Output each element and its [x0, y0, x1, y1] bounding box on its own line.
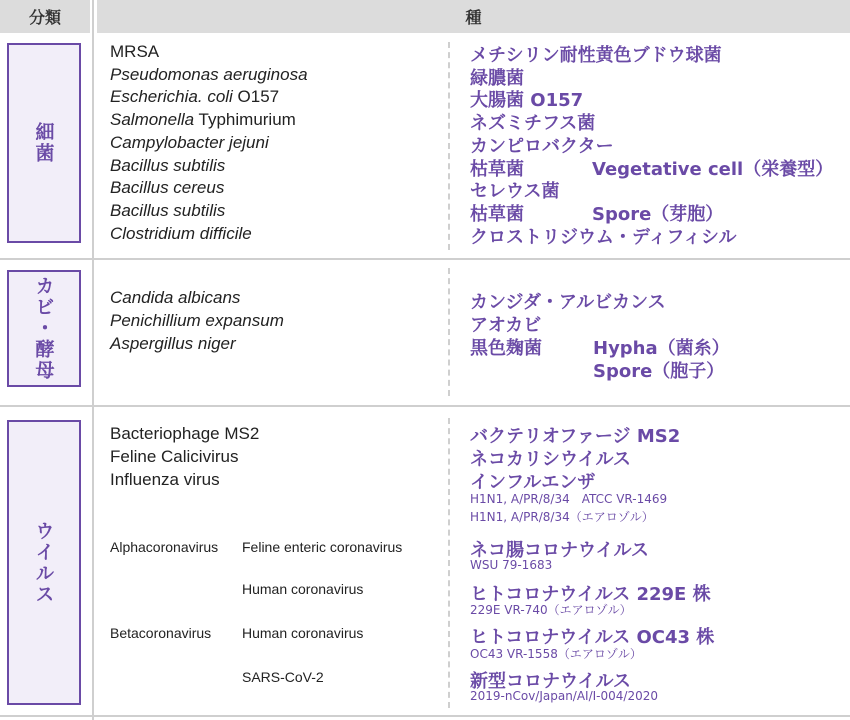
virus-latin: Bacteriophage MS2	[110, 424, 260, 443]
species-header: 種	[97, 0, 850, 33]
fungi-latin: Candida albicans	[110, 288, 241, 307]
alpha-species: Human coronavirus	[242, 581, 364, 597]
bacteria-japanese-name: ネズミチフス菌	[470, 113, 596, 135]
category-fungi-yeast: カビ・酵母	[7, 270, 81, 387]
alpha-strain: 229E VR-740（エアロゾル）	[470, 603, 632, 617]
beta-jp: 新型コロナウイルス	[470, 671, 631, 692]
fungi-spore: Spore（胞子）	[593, 361, 725, 382]
alpha-genus: Alphacoronavirus	[110, 539, 219, 555]
beta-strain: 2019-nCov/Japan/AI/I-004/2020	[470, 689, 658, 703]
flu-strain: H1N1, A/PR/8/34 ATCC VR-1469	[470, 492, 668, 506]
beta-species: SARS-CoV-2	[242, 669, 324, 685]
beta-strain: OC43 VR-1558（エアロゾル）	[470, 647, 642, 661]
dashed-separator	[448, 418, 450, 708]
column-divider	[92, 0, 94, 720]
bacteria-japanese-name: 緑膿菌	[470, 67, 524, 89]
bacteria-japanese-name: メチシリン耐性黄色ブドウ球菌	[470, 45, 722, 66]
fungi-jp: 黒色麹菌	[470, 338, 542, 359]
category-header: 分類	[0, 0, 90, 33]
bacteria-latin-name: MRSA	[110, 42, 160, 61]
bacteria-form-note: Vegetative cell（栄養型）	[592, 158, 834, 180]
category-bacteria: 細菌	[7, 43, 81, 243]
bacteria-latin-name: Bacillus cereus	[110, 178, 225, 198]
fungi-latin: Aspergillus niger	[110, 334, 236, 353]
section-divider	[0, 405, 850, 407]
virus-latin: Influenza virus	[110, 470, 220, 489]
virus-jp: インフルエンザ	[470, 472, 596, 493]
alpha-strain: WSU 79-1683	[470, 558, 553, 572]
bacteria-latin-name: Campylobacter jejuni	[110, 132, 269, 152]
alpha-species: Feline enteric coronavirus	[242, 539, 403, 555]
fungi-jp: カンジダ・アルビカンス	[470, 292, 666, 313]
bacteria-japanese-name: クロストリジウム・ディフィシル	[470, 226, 737, 248]
virus-jp: ネコカリシウイルス	[470, 449, 631, 470]
bacteria-japanese-name: カンピロバクター	[470, 135, 614, 157]
dashed-separator	[448, 268, 450, 396]
bacteria-japanese-name: 枯草菌	[470, 158, 524, 180]
bacteria-form-note: Spore（芽胞）	[592, 203, 724, 225]
bacteria-latin-name: Bacillus subtilis	[110, 155, 226, 175]
beta-genus: Betacoronavirus	[110, 625, 212, 641]
alpha-jp: ネコ腸コロナウイルス	[470, 540, 649, 561]
beta-jp: ヒトコロナウイルス OC43 株	[470, 627, 715, 648]
bacteria-japanese-name: 大腸菌 O157	[470, 90, 584, 112]
virus-latin: Feline Calicivirus	[110, 447, 239, 466]
bacteria-japanese-name: 枯草菌	[470, 203, 524, 225]
bacteria-latin-name: Pseudomonas aeruginosa	[110, 64, 308, 84]
section-divider	[0, 258, 850, 260]
dashed-separator	[448, 42, 450, 250]
alpha-jp: ヒトコロナウイルス 229E 株	[470, 584, 711, 605]
flu-strain: H1N1, A/PR/8/34（エアロゾル）	[470, 510, 654, 524]
fungi-hypha: Hypha（菌糸）	[593, 338, 730, 359]
bacteria-latin-name: Clostridium difficile	[110, 223, 252, 243]
fungi-jp: アオカビ	[470, 315, 542, 336]
bacteria-japanese-name: セレウス菌	[470, 181, 560, 203]
section-divider	[0, 715, 850, 717]
category-virus: ウイルス	[7, 420, 81, 705]
bacteria-latin-name: Salmonella Typhimurium	[110, 110, 296, 130]
bacteria-latin-name: Escherichia. coli O157	[110, 87, 280, 107]
virus-jp: バクテリオファージ MS2	[470, 426, 681, 447]
bacteria-latin-name: Bacillus subtilis	[110, 200, 226, 220]
beta-species: Human coronavirus	[242, 625, 364, 641]
fungi-latin: Penichillium expansum	[110, 311, 284, 330]
